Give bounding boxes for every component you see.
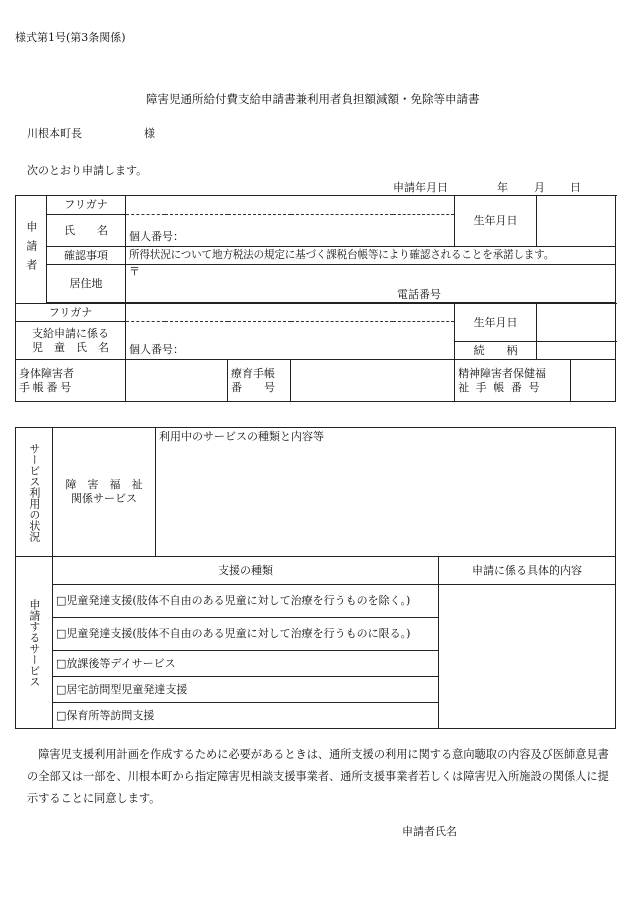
date-day: 日 <box>570 181 581 194</box>
page-title: 障害児通所給付費支給申請書兼利用者負担額減額・免除等申請書 <box>146 92 480 106</box>
consent-text: 障害児支援利用計画を作成するために必要があるときは、通所支援の利用に関する意向聴取の内容及び医師意見書の全部又は一部を、川根本町から指定障害児相談支援事業者、通所支援事業者若しくは障害児入所施設の関係人に提示することに同意します。 <box>27 748 609 805</box>
detail-field[interactable] <box>439 585 616 729</box>
ryoiku-handbook-field[interactable] <box>291 360 455 402</box>
physical-handbook-label: 身体障害者 手帳番号 <box>16 360 126 402</box>
honorific: 様 <box>144 127 155 140</box>
request-section-label: 申請するサービス <box>16 557 53 729</box>
applicant-furigana-label: フリガナ <box>47 196 126 215</box>
postal-mark: 〒 <box>129 265 141 278</box>
mental-handbook-label: 精神障害者保健福 祉手帳番号 <box>455 360 571 402</box>
usage-content-field[interactable] <box>156 428 616 557</box>
applicant-personal-no-label: 個人番号： <box>129 230 185 244</box>
usage-content-label: 利用中のサービスの種類と内容等 <box>159 430 324 443</box>
child-furigana-label: フリガナ <box>16 304 126 322</box>
confirm-text: 所得状況について地方税法の規定に基づく課税台帳等により確認されることを承諾します。 <box>126 247 616 265</box>
applicant-furigana-field[interactable] <box>126 196 455 215</box>
addressee: 川根本町長 <box>27 127 82 140</box>
relation-field[interactable] <box>537 342 616 360</box>
signature-label: 申請者氏名 <box>402 825 457 838</box>
detail-header: 申請に係る具体的内容 <box>439 557 616 585</box>
child-birth-label: 生年月日 <box>455 304 537 342</box>
date-month: 月 <box>534 181 545 194</box>
child-name-field[interactable] <box>126 322 455 360</box>
child-furigana-field[interactable] <box>126 304 455 322</box>
phone-label: 電話番号 <box>397 288 442 301</box>
ryoiku-handbook-label: 療育手帳 番 号 <box>228 360 291 402</box>
service-option-1[interactable]: □児童発達支援(肢体不自由のある児童に対して治療を行うものに限る。) <box>53 618 439 651</box>
address-label: 居住地 <box>47 265 126 303</box>
child-name-label: 支給申請に係る 児 童 氏 名 <box>16 322 126 360</box>
applicant-birth-field[interactable] <box>537 196 616 247</box>
child-birth-field[interactable] <box>537 304 616 342</box>
service-option-2[interactable]: □放課後等デイサービス <box>53 651 439 677</box>
applicant-name-field[interactable] <box>126 215 455 247</box>
intro-text: 次のとおり申請します。 <box>27 164 148 177</box>
relation-label: 続 柄 <box>455 342 537 360</box>
service-option-0[interactable]: □児童発達支援(肢体不自由のある児童に対して治療を行うものを除く。) <box>53 585 439 618</box>
confirm-label: 確認事項 <box>47 247 126 265</box>
mental-handbook-field[interactable] <box>571 360 616 402</box>
form-number: 様式第1号(第3条関係) <box>15 31 126 44</box>
services-table <box>15 427 616 729</box>
service-option-4[interactable]: □保育所等訪問支援 <box>53 703 439 729</box>
child-personal-no-label: 個人番号： <box>129 343 185 357</box>
applicant-name-label: 氏 名 <box>47 215 126 247</box>
applicant-birth-label: 生年月日 <box>455 196 537 247</box>
applicant-section-label: 申請者 <box>16 196 47 304</box>
service-option-3[interactable]: □居宅訪問型児童発達支援 <box>53 677 439 703</box>
applicant-table <box>15 195 616 402</box>
address-field[interactable] <box>126 265 616 303</box>
usage-section-label: サービス利用の状況 <box>16 428 53 557</box>
welfare-service-label: 障 害 福 祉 関係サービス <box>53 428 156 557</box>
type-header: 支援の種類 <box>53 557 439 585</box>
application-date-label: 申請年月日 <box>393 181 448 194</box>
physical-handbook-field[interactable] <box>126 360 228 402</box>
date-year: 年 <box>497 181 508 194</box>
